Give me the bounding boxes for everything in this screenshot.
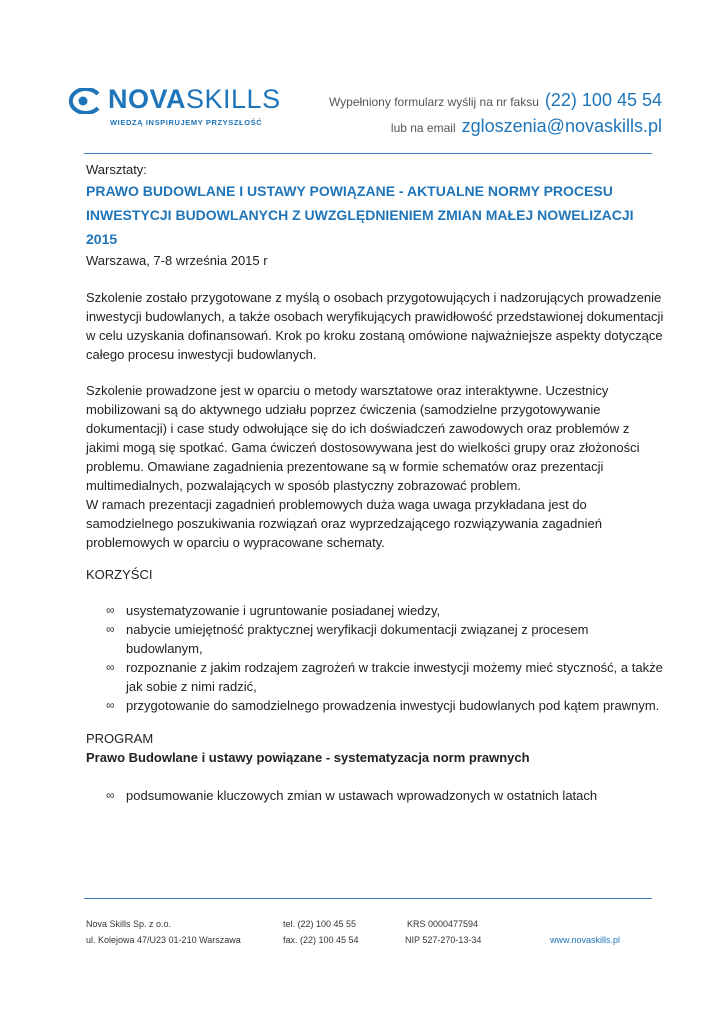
email-address[interactable]: zgloszenia@novaskills.pl: [461, 116, 662, 136]
program-heading: PROGRAM: [86, 731, 154, 746]
benefit-text: usystematyzowanie i ugruntowanie posiadanej wiedzy,: [126, 603, 441, 618]
fax-number: (22) 100 45 54: [544, 90, 662, 110]
footer-fax: fax. (22) 100 45 54: [283, 935, 359, 945]
list-item: [86, 601, 666, 620]
footer-divider: [84, 898, 652, 899]
company-logo: [68, 86, 288, 134]
list-item: [86, 786, 666, 805]
logo-eye-icon: [68, 88, 102, 114]
program-item-text: podsumowanie kluczowych zmian w ustawach wprowadzonych w ostatnich latach: [126, 788, 598, 803]
email-contact: [391, 116, 662, 137]
footer-krs: KRS 0000477594: [407, 919, 479, 929]
benefits-list: [86, 601, 666, 715]
footer-address: ul. Kolejowa 47/U23 01-210 Warszawa: [86, 935, 241, 945]
document-title: [86, 179, 666, 251]
fax-contact: [329, 90, 662, 111]
infinity-bullet-icon: ∞: [106, 788, 115, 802]
program-list: [86, 786, 666, 805]
list-item: [86, 620, 666, 658]
fax-label: Wypełniony formularz wyślij na nr faksu: [328, 95, 539, 109]
document-body: [86, 160, 666, 819]
title-line: PRAWO BUDOWLANE I USTAWY POWIĄZANE - AKTUALNE NORMY PROCESU: [86, 183, 613, 199]
benefit-text: rozpoznanie z jakim rodzajem zagrożeń w trakcie inwestycji możemy mieć styczność, a także jak sobie z nimi radzić,: [126, 660, 663, 694]
title-line: INWESTYCJI BUDOWLANYCH Z UWZGLĘDNIENIEM ZMIAN MAŁEJ NOWELIZACJI: [86, 207, 634, 223]
footer-nip: NIP 527-270-13-34: [405, 935, 482, 945]
list-item: [86, 696, 666, 715]
header-divider: [84, 153, 652, 154]
event-type-label: Warsztaty:: [86, 162, 147, 177]
infinity-bullet-icon: ∞: [106, 660, 115, 674]
intro-paragraph: Szkolenie zostało przygotowane z myślą o osobach przygotowujących i nadzorujących prowadzenie inwestycji budowlanych, a także osobach weryfikujących prawidłowość przedstawionej dokumentacji w celu uzyskania dofinansowań. Krok po kroku zostaną omówione najważniejsze aspekty dotyczące całego procesu inwestycji budowlanych.: [86, 290, 664, 362]
footer-tel: tel. (22) 100 45 55: [283, 919, 357, 929]
infinity-bullet-icon: ∞: [106, 603, 115, 617]
benefits-heading: KORZYŚCI: [86, 567, 153, 582]
logo-wordmark: [108, 84, 281, 115]
footer-company: Nova Skills Sp. z o.o.: [86, 919, 172, 929]
logo-tagline: WIEDZĄ INSPIRUJEMY PRZYSZŁOŚĆ: [110, 118, 263, 127]
logo-text-bold: NOVA: [108, 84, 187, 114]
program-subheading: Prawo Budowlane i ustawy powiązane - systematyzacja norm prawnych: [86, 750, 530, 765]
presentation-paragraph: W ramach prezentacji zagadnień problemowych duża waga uwaga przykładana jest do samodzielnego poszukiwania rozwiązań oraz wyprzedzającego rozwiązywania zagadnień problemowych w oparciu o wypracowane schematy.: [86, 497, 602, 550]
method-paragraph: Szkolenie prowadzone jest w oparciu o metody warsztatowe oraz interaktywne. Uczestnicy mobilizowani są do aktywnego udziału poprzez ćwiczenia (samodzielne przygotowywanie dokumentacji) i case study odwołujące się do ich doświadczeń zawodowych oraz problemów z jakimi mogą się spotkać. Gama ćwiczeń dostosowywana jest do wielkości grupy oraz złożoności problemu. Omawiane zagadnienia prezentowane są w formie schematów oraz prezentacji multimedialnych, pozwalających w sposób plastyczny zobrazować problem.: [86, 383, 640, 493]
place-date: Warszawa, 7-8 września 2015 r: [86, 253, 268, 268]
footer-website-link[interactable]: www.novaskills.pl: [550, 935, 621, 945]
infinity-bullet-icon: ∞: [106, 698, 115, 712]
title-line: 2015: [86, 231, 118, 247]
list-item: [86, 658, 666, 696]
benefit-text: nabycie umiejętność praktycznej weryfikacji dokumentacji związanej z procesem budowlanym,: [126, 622, 589, 656]
benefit-text: przygotowanie do samodzielnego prowadzenia inwestycji budowlanych pod kątem prawnym.: [126, 698, 660, 713]
logo-text-light: SKILLS: [186, 84, 281, 114]
email-label: lub na email: [390, 121, 456, 135]
infinity-bullet-icon: ∞: [106, 622, 115, 636]
